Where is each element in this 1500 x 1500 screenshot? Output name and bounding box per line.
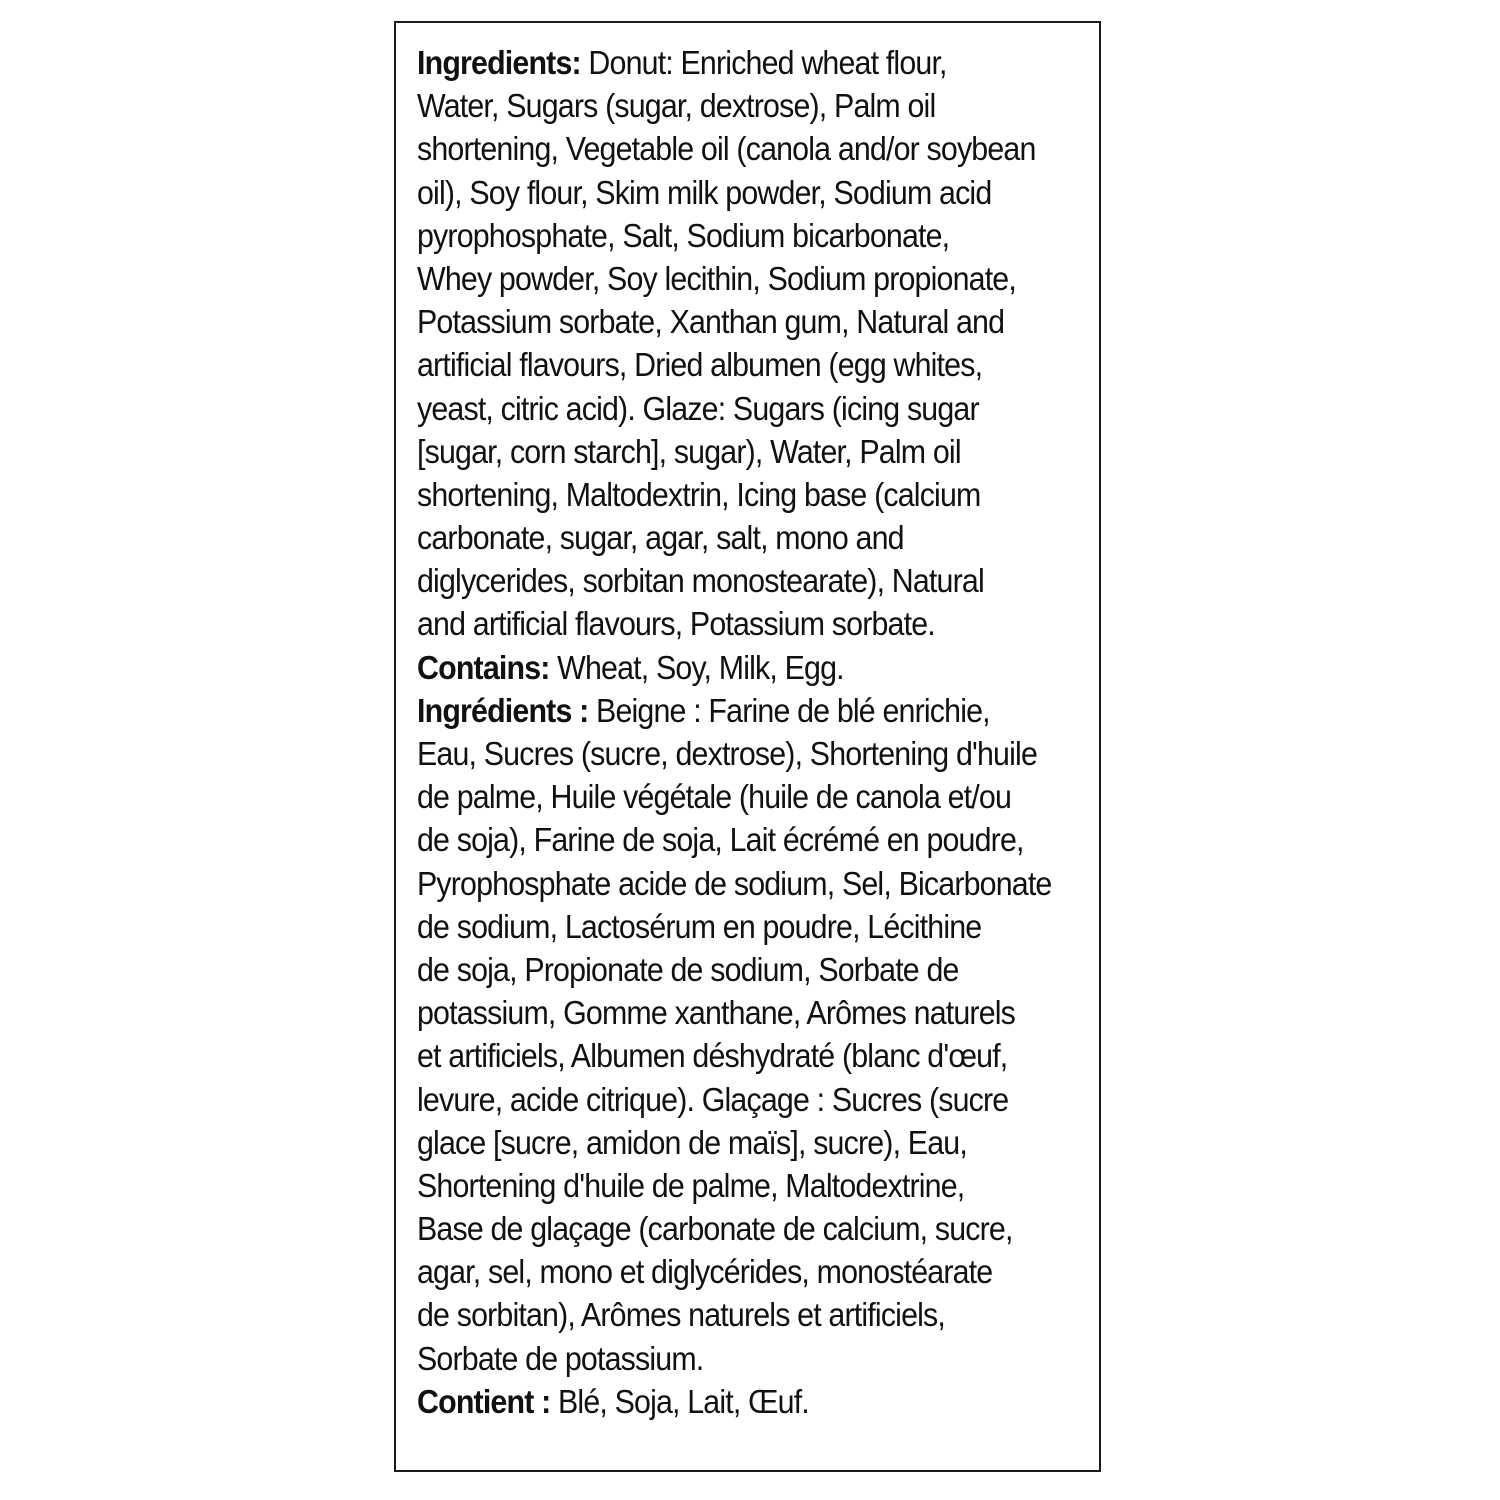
french-ingredients-line-3: de palme, Huile végétale (huile de canola et/ou <box>417 778 1012 816</box>
french-ingredients-line-12: Shortening d'huile de palme, Maltodextrine, <box>417 1166 965 1204</box>
english-ingredients-line-2: Water, Sugars (sugar, dextrose), Palm oil <box>417 87 936 125</box>
english-contains-text: Wheat, Soy, Milk, Egg. <box>549 648 844 686</box>
english-ingredients-line-7: Potassium sorbate, Xanthan gum, Natural and <box>417 303 1005 341</box>
french-ingredients-line-2: Eau, Sucres (sucre, dextrose), Shortening d'huile <box>417 735 1038 772</box>
english-ingredients-line-10: [sugar, corn starch], sugar), Water, Palm oil <box>417 432 961 470</box>
english-ingredients-text: Donut: Enriched wheat flour, <box>580 44 947 81</box>
french-ingredients-line-8: potassium, Gomme xanthane, Arômes naturels <box>417 994 1016 1032</box>
english-contains-line <box>417 646 1043 689</box>
french-ingredients-heading: Ingrédients : <box>417 691 589 729</box>
french-ingredients-line-4: de soja), Farine de soja, Lait écrémé en poudre, <box>417 821 1024 859</box>
english-ingredients-line-14: and artificial flavours, Potassium sorbate. <box>417 605 935 643</box>
french-ingredients-line-13: Base de glaçage (carbonate de calcium, sucre, <box>417 1210 1013 1248</box>
english-ingredients-line-9: yeast, citric acid). Glaze: Sugars (icing sugar <box>417 389 979 427</box>
english-ingredients-line-13: diglycerides, sorbitan monostearate), Natural <box>417 562 984 600</box>
french-contains-line <box>417 1380 1043 1423</box>
french-ingredients-line-10: levure, acide citrique). Glaçage : Sucres (sucre <box>417 1080 1009 1118</box>
english-ingredients-line-8: artificial flavours, Dried albumen (egg whites, <box>417 346 983 384</box>
english-contains-heading: Contains: <box>417 648 550 686</box>
french-contains-text: Blé, Soja, Lait, Œuf. <box>550 1382 809 1420</box>
french-ingredients-line-7: de soja, Propionate de sodium, Sorbate de <box>417 950 959 988</box>
english-ingredients-line-4: oil), Soy flour, Skim milk powder, Sodium acid <box>417 173 992 211</box>
french-ingredients-line-9: et artificiels, Albumen déshydraté (blanc d'œuf, <box>417 1037 1008 1075</box>
french-contains-heading: Contient : <box>417 1382 551 1420</box>
french-ingredients-line-15: de sorbitan), Arômes naturels et artificiels, <box>417 1296 946 1334</box>
english-ingredients-line-3: shortening, Vegetable oil (canola and/or soybean <box>417 130 1036 168</box>
ingredients-text-block <box>417 41 1052 1423</box>
ingredients-label-panel <box>394 21 1101 1472</box>
french-ingredients-line-16: Sorbate de potassium. <box>417 1339 704 1377</box>
french-ingredients-line-1 <box>417 689 1043 732</box>
english-ingredients-heading: Ingredients: <box>417 44 581 81</box>
french-ingredients-line-11: glace [sucre, amidon de maïs], sucre), Eau, <box>417 1123 967 1161</box>
french-ingredients-line-6: de sodium, Lactosérum en poudre, Lécithine <box>417 907 982 945</box>
french-ingredients-line-14: agar, sel, mono et diglycérides, monostéarate <box>417 1253 993 1291</box>
english-ingredients-line-6: Whey powder, Soy lecithin, Sodium propionate, <box>417 259 1016 297</box>
english-ingredients-line-1 <box>417 41 1043 84</box>
english-ingredients-line-11: shortening, Maltodextrin, Icing base (calcium <box>417 475 981 513</box>
french-ingredients-text: Beigne : Farine de blé enrichie, <box>588 691 990 729</box>
french-ingredients-line-5: Pyrophosphate acide de sodium, Sel, Bicarbonate <box>417 864 1052 902</box>
english-ingredients-line-5: pyrophosphate, Salt, Sodium bicarbonate, <box>417 216 950 254</box>
english-ingredients-line-12: carbonate, sugar, agar, salt, mono and <box>417 519 904 557</box>
